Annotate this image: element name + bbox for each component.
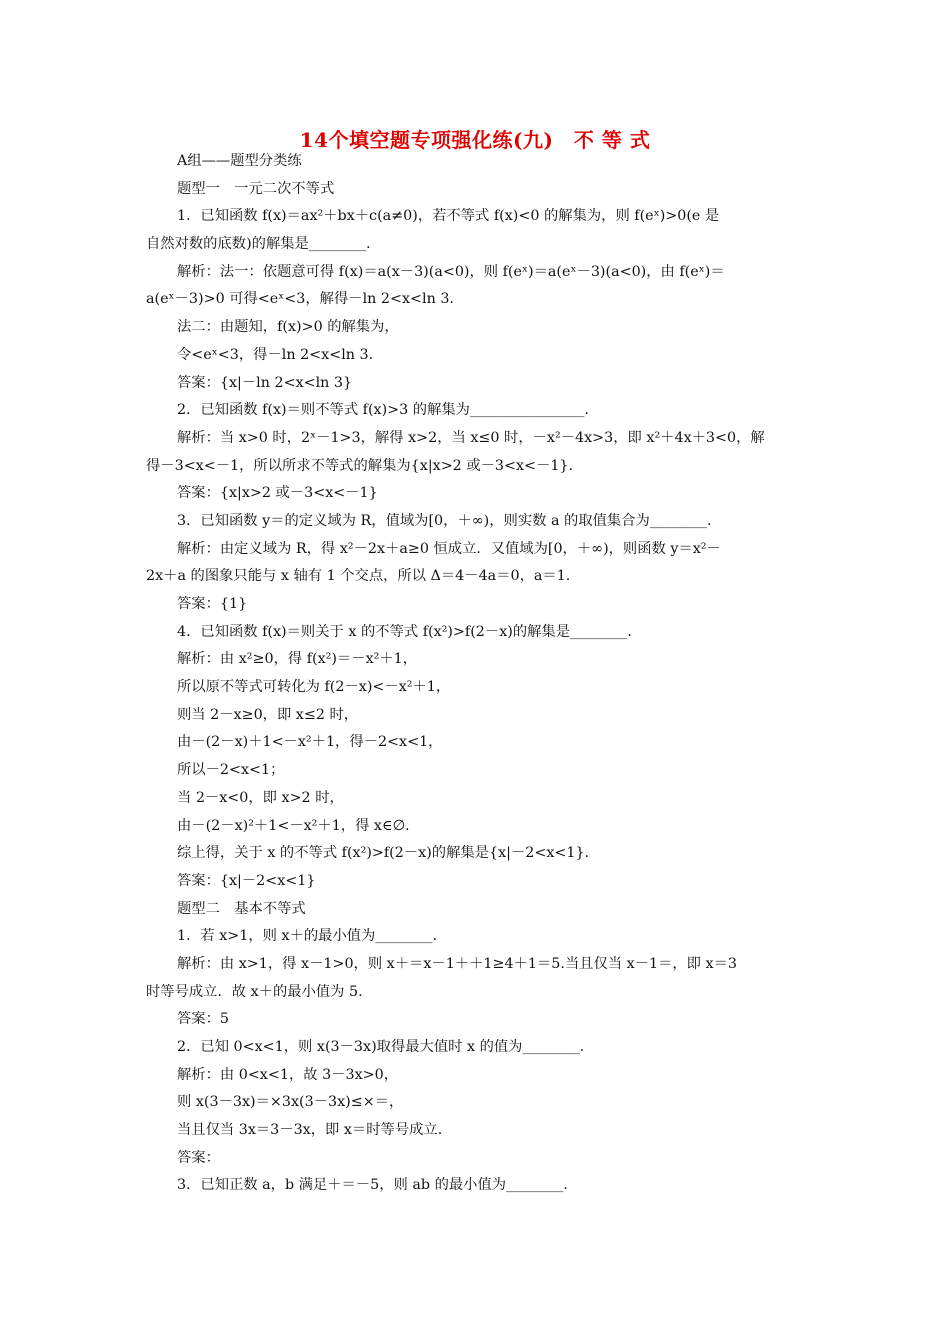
text-line: 题型二 基本不等式 [177,900,306,917]
text-line: 解析：由 0<x<1，故 3－3x>0， [177,1066,399,1083]
text-line: A组——题型分类练 [177,153,302,169]
text-line: 令<eˣ<3，得－ln 2<x<ln 3. [177,346,374,363]
text-line: 法二：由题知，f(x)>0 的解集为， [177,319,399,336]
text-line: 2．已知函数 f(x)＝则不等式 f(x)>3 的解集为________________. [177,402,589,419]
text-line: 答案： [177,1149,220,1166]
text-line: 自然对数的底数)的解集是________. [146,236,371,253]
document-title: 14个填空题专项强化练(九) 不 等 式 [299,128,651,152]
text-line: 综上得，关于 x 的不等式 f(x²)>f(2－x)的解集是{x|－2<x<1}. [177,845,590,862]
text-line: 题型一 一元二次不等式 [177,180,335,197]
document-body [146,148,810,1200]
text-line: 所以原不等式可转化为 f(2－x)<－x²＋1， [177,679,451,696]
text-line: 解析：法一：依题意可得 f(x)＝a(x－3)(a<0)，则 f(eˣ)＝a(eˣ－3)(a<0)，由 f(eˣ)＝ [177,263,725,280]
text-line: 答案：{1} [177,596,248,612]
text-line: 2．已知 0<x<1，则 x(3－3x)取得最大值时 x 的值为________. [177,1039,585,1055]
text-line: 4．已知函数 f(x)＝则关于 x 的不等式 f(x²)>f(2－x)的解集是________. [177,623,632,640]
text-line: 1．已知函数 f(x)＝ax²＋bx＋c(a≠0)，若不等式 f(x)<0 的解集为，则 f(eˣ)>0(e 是 [177,208,720,225]
text-line: 1．若 x>1，则 x＋的最小值为________. [177,928,438,945]
text-line: 答案：5 [177,1011,229,1028]
text-line: 则当 2－x≥0，即 x≤2 时， [177,706,359,723]
text-line: 由－(2－x)²＋1<－x²＋1，得 x∈∅. [177,817,410,834]
text-line: 解析：当 x>0 时，2ˣ－1>3，解得 x>2，当 x≤0 时，－x²－4x>3，即 x²＋4x＋3<0，解 [177,429,765,446]
text-line: 答案：{x|x>2 或－3<x<－1} [177,485,378,502]
text-line: 答案：{x|－2<x<1} [177,872,316,889]
text-line: 解析：由定义域为 R，得 x²－2x＋a≥0 恒成立．又值域为[0，＋∞)，则函数 y＝x²－ [177,540,721,557]
text-line: 当 2－x<0，即 x>2 时， [177,789,344,806]
text-line: 则 x(3－3x)＝×3x(3－3x)≤×＝， [177,1094,404,1111]
text-line: 2x＋a 的图象只能与 x 轴有 1 个交点，所以 Δ＝4－4a＝0，a＝1. [146,568,571,585]
text-line: 解析：由 x²≥0，得 f(x²)＝－x²＋1， [177,651,418,668]
text-line: 得－3<x<－1，所以所求不等式的解集为{x|x>2 或－3<x<－1}. [146,457,574,474]
text-line: 所以－2<x<1； [177,762,285,779]
text-line: 时等号成立．故 x＋的最小值为 5. [146,983,363,1000]
text-line: 由－(2－x)＋1<－x²＋1，得－2<x<1， [177,734,443,751]
text-line: 解析：由 x>1，得 x－1>0，则 x＋＝x－1＋＋1≥4＋1＝5.当且仅当 x－1＝，即 x＝3 [177,955,737,972]
text-line: a(eˣ－3)>0 可得<eˣ<3，解得－ln 2<x<ln 3. [146,291,454,308]
text-line: 3．已知函数 y＝的定义域为 R，值域为[0，＋∞)，则实数 a 的取值集合为________. [177,512,712,529]
text-line: 3．已知正数 a，b 满足＋＝－5，则 ab 的最小值为________. [177,1177,568,1194]
text-line: 当且仅当 3x＝3－3x，即 x＝时等号成立. [177,1122,443,1139]
text-line: 答案：{x|－ln 2<x<ln 3} [177,374,353,391]
